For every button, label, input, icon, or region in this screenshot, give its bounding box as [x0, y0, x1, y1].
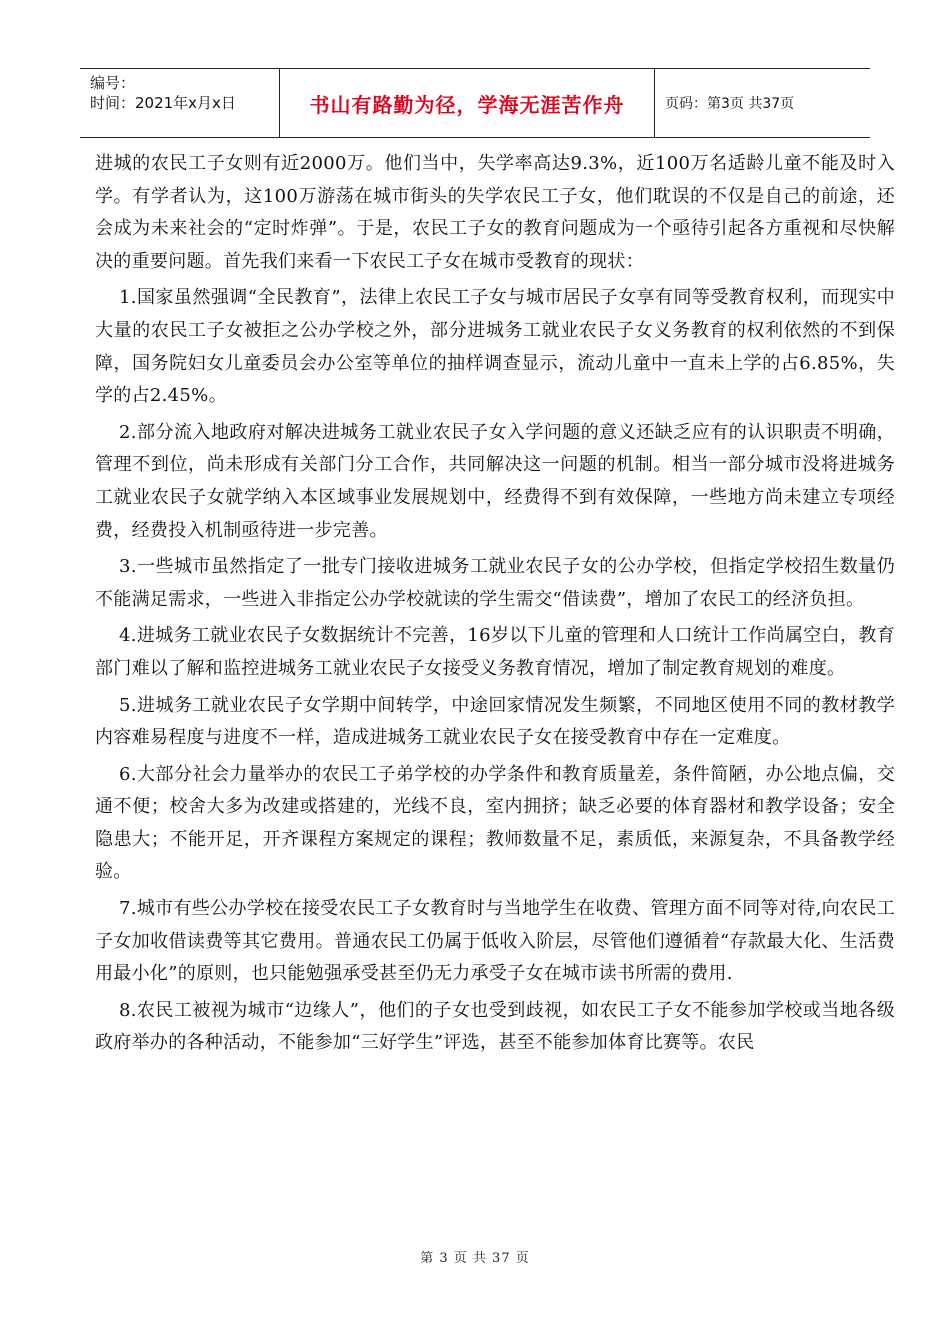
body-paragraph: 1.国家虽然强调“全民教育”，法律上农民工子女与城市居民子女享有同等受教育权利，而现实中大量的农民工子女被拒之公办学校之外，部分进城务工就业农民子女义务教育的权利依然的不到保障，国务院妇女儿童委员会办公室等单位的抽样调查显示，流动儿童中一直未上学的占6.85%，失学的占2.45%。: [95, 287, 895, 407]
header-meta-cell: [80, 69, 280, 137]
body-paragraph: 2.部分流入地政府对解决进城务工就业农民子女入学问题的意义还缺乏应有的认识职责不明确，管理不到位，尚未形成有关部门分工合作，共同解决这一问题的机制。相当一部分城市没将进城务工就业农民子女就学纳入本区域事业发展规划中，经费得不到有效保障，一些地方尚未建立专项经费，经费投入机制亟待进一步完善。: [95, 421, 895, 541]
document-body: [95, 148, 895, 1064]
body-paragraph: 7.城市有些公办学校在接受农民工子女教育时与当地学生在收费、管理方面不同等对待,向农民工子女加收借读费等其它费用。普通农民工仍属于低收入阶层，尽管他们遵循着“存款最大化、生活费用最小化”的原则，也只能勉强承受甚至仍无力承受子女在城市读书所需的费用.: [95, 898, 895, 985]
header-page-info: 页码：第3页 共37页: [665, 96, 795, 112]
page-footer: [0, 1247, 950, 1266]
document-header: [80, 68, 870, 138]
header-motto: 书山有路勤为径，学海无涯苦作舟: [309, 92, 625, 117]
header-motto-cell: [280, 69, 655, 137]
body-paragraph: 5.进城务工就业农民子女学期中间转学，中途回家情况发生频繁，不同地区使用不同的教材教学内容难易程度与进度不一样，造成进城务工就业农民子女在接受教育中存在一定难度。: [95, 694, 895, 749]
document-number-label: 编号：: [90, 74, 136, 92]
body-paragraph: 进城的农民工子女则有近2000万。他们当中，失学率高达9.3%，近100万名适龄儿童不能及时入学。有学者认为，这100万游荡在城市街头的失学农民工子女，他们耽误的不仅是自己的前途，还会成为未来社会的“定时炸弹”。于是，农民工子女的教育问题成为一个亟待引起各方重视和尽快解决的重要问题。首先我们来看一下农民工子女在城市受教育的现状：: [95, 153, 895, 272]
header-page-cell: [655, 69, 870, 137]
body-paragraph: 6.大部分社会力量举办的农民工子弟学校的办学条件和教育质量差，条件简陋，办公地点偏，交通不便；校舍大多为改建或搭建的，光线不良，室内拥挤；缺乏必要的体育器材和教学设备；安全隐患大；不能开足，开齐课程方案规定的课程；教师数量不足，素质低，来源复杂，不具备教学经验。: [95, 763, 895, 883]
body-paragraph: 8.农民工被视为城市“边缘人”，他们的子女也受到歧视，如农民工子女不能参加学校或当地各级政府举办的各种活动，不能参加“三好学生”评选，甚至不能参加体育比赛等。农民: [95, 999, 895, 1054]
body-paragraph: 3.一些城市虽然指定了一批专门接收进城务工就业农民子女的公办学校，但指定学校招生数量仍不能满足需求，一些进入非指定公办学校就读的学生需交“借读费”，增加了农民工的经济负担。: [95, 556, 895, 610]
body-paragraph: 4.进城务工就业农民子女数据统计不完善，16岁以下儿童的管理和人口统计工作尚属空白，教育部门难以了解和监控进城务工就业农民子女接受义务教育情况，增加了制定教育规划的难度。: [95, 625, 895, 679]
document-date: 时间：2021年x月x日: [90, 94, 236, 112]
footer-page-number: 第 3 页 共 37 页: [420, 1251, 530, 1266]
